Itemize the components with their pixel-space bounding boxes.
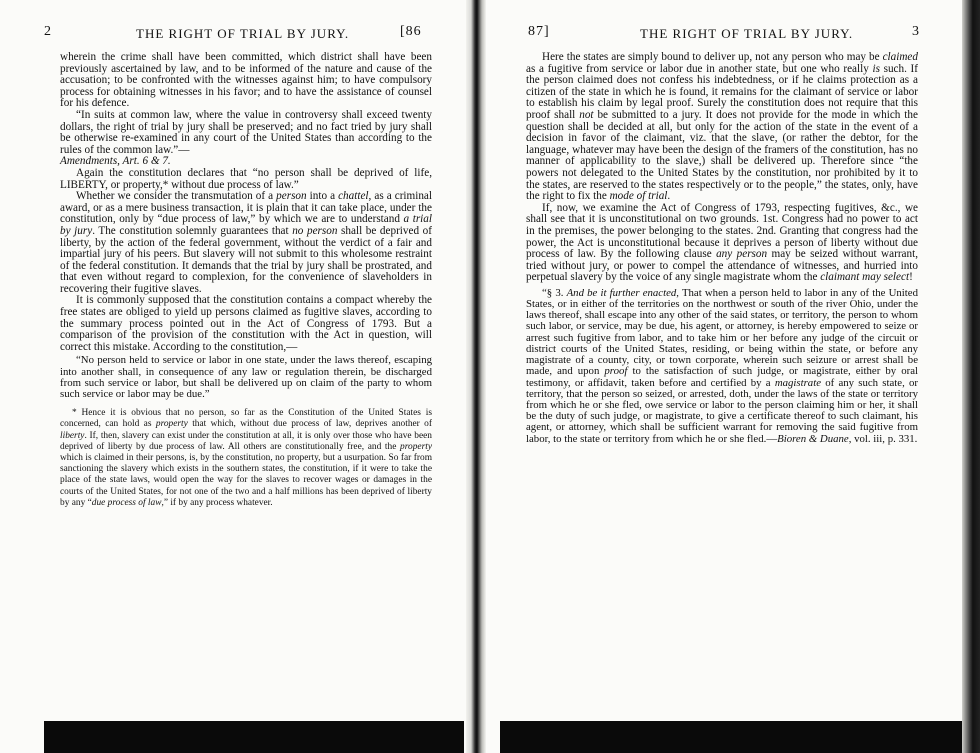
fugitive-clause-quote: “No person held to service or labor in one state, under the laws thereof, escaping into another shall, in consequence of any law or regulation therein, be discharged from such service or labor, but shall be delivered up on claim of the party to whom such service or labor may be due.” bbox=[60, 354, 432, 401]
right-page bbox=[486, 0, 980, 753]
right-running-title: THE RIGHT OF TRIAL BY JURY. bbox=[640, 26, 854, 41]
left-section-marker: [86 bbox=[400, 24, 422, 39]
right-page-number: 3 bbox=[912, 24, 920, 39]
left-paragraph-2: “In suits at common law, where the value in controversy shall exceed twenty dollars, the right of trial by jury shall be preserved; and no fact tried by jury shall be otherwise re-examined in any court of the United States than according to the rules of the common law.”— Amendments, Art. 6 & 7. bbox=[60, 108, 432, 168]
left-page-number: 2 bbox=[44, 24, 52, 39]
left-scan-shadow bbox=[44, 721, 464, 753]
act-of-1793-quote: “§ 3. And be it further enacted, That when a person held to labor in any of the United States, or in either of the territories on the northwest or south of the river Ohio, under the laws thereof, shall escape into any other of the said states, or territory, the person to whom such labor, or service, may be due, his agent, or attorney, is hereby empowered to seize or arrest such fugitive from labor, and to take him or her before any judge of the circuit or district courts of the United States, residing, or being within the state, or before any magistrate of a county, city, or town corporate, wherein such seizure or arrest shall be made, and upon proof to the satisfaction of such judge, or magistrate, either by oral testimony, or affidavit, taken before and certified by a magistrate of any such state, or territory, that the person so seized, or arrested, doth, under the laws of the state or territory from which he or she fled, owe service or labor to the person claiming him or her, it shall be the duty of such judge, or magistrate, to give a certificate thereof to such claimant, his agent, or attorney, which shall be sufficient warrant for removing the said fugitive from labor, to the state or territory from which he or she fled.—Bioren & Duane, vol. iii, p. 331. bbox=[526, 286, 918, 445]
right-section-marker: 87] bbox=[528, 24, 550, 39]
page-stack-edge bbox=[962, 0, 980, 753]
left-paragraph-4: Whether we consider the transmutation of a person into a chattel, as a criminal award, or as a mere business transaction, it is plain that it can take place, under the constitution, only by “due process of law,” by which we are to understand a trial by jury. The constitution solemnly guarantees that no person shall be deprived of liberty, by the action of the federal government, without the verdict of a fair and impartial jury of his peers. But slavery will not submit to this wholesome restraint of the federal constitution. It demands that the trial by jury shall be prostrated, and that even without regard to complexion, for the convenience of slaveholders in recovering their fugitive slaves. bbox=[60, 190, 432, 295]
book-gutter bbox=[466, 0, 486, 753]
left-paragraph-3: Again the constitution declares that “no person shall be deprived of life, LIBERTY, or property,* without due process of law.” bbox=[60, 166, 432, 191]
left-body-text bbox=[60, 52, 432, 509]
left-paragraph-5: It is commonly supposed that the constitution contains a compact whereby the free states are obliged to yield up persons claimed as fugitive slaves, according to the summary process pointed out in the Act of Congress of 1793. But a comparison of the provision of the constitution with the Act in question, will correct this mistake. According to the constitution,— bbox=[60, 294, 432, 353]
right-paragraph-2: If, now, we examine the Act of Congress of 1793, respecting fugitives, &c., we shall see that it is unconstitutional on two grounds. 1st. Congress had no power to act in the premises, the power belonging to the states. 2nd. Granting that congress had the power, the Act is unconstitutional because it deprives a person of liberty without due process of law. By the following clause any person may be seized without warrant, tried without jury, or power to compel the attendance of witnesses, and hurried into perpetual slavery by the voice of any single magistrate whom the claimant may select! bbox=[526, 201, 919, 284]
right-scan-shadow bbox=[500, 721, 962, 753]
left-running-title: THE RIGHT OF TRIAL BY JURY. bbox=[136, 26, 350, 41]
right-body-text bbox=[526, 52, 918, 445]
right-paragraph-1: Here the states are simply bound to deliver up, not any person who may be claimed as a fugitive from service or labor due in another state, but one who really is such. If the person claimed does not confess his indebtedness, or if he claims protection as a citizen of the state in which he is found, it remains for the claimant of service or labor to establish his claim by legal proof. Surely the constitution does not require that this proof shall not be submitted to a jury. It does not provide for the mode in which the question shall be decided at all, but only for the action of the state in the event of a decision in favor of the claimant, viz. that the slave, (or rather the debtor, for the language, whatever may have been the design of the framers of the constitution, has no manner of applicability to the slave,) shall be delivered up. Therefore since “the powers not delegated to the United States by the constitution, nor prohibited by it to the states, are reserved to the states respectively or to the people,” the states, only, have the right to fix the mode of trial. bbox=[526, 51, 918, 203]
left-page bbox=[0, 0, 466, 753]
left-paragraph-1: wherein the crime shall have been committed, which district shall have been previously ascertained by law, and to be informed of the nature and cause of the accusation; to be confronted with the witnesses against him; to have compulsory process for obtaining witnesses in his favor; and to have the assistance of counsel for his defence. bbox=[60, 51, 432, 110]
footnote: * Hence it is obvious that no person, so far as the Constitution of the United States is concerned, can hold as property that which, without due process of law, deprives another of liberty. If, then, slavery can exist under the constitution at all, it is only over those who have been deprived of liberty by due process of law. All others are constitutionally free, and the property which is claimed in their persons, is, by the constitution, no property, but a usurpation. So far from sanctioning the slavery which exists in the southern states, the constitution, if it were to take the place of the state laws, would open the way for the slaves to recover wages or damages in the courts of the United States, for not one of the two and a half millions has been deprived of liberty by any “due process of law,” if by any process whatever. bbox=[60, 408, 432, 508]
amendment-citation: Amendments, Art. 6 & 7. bbox=[60, 155, 171, 168]
